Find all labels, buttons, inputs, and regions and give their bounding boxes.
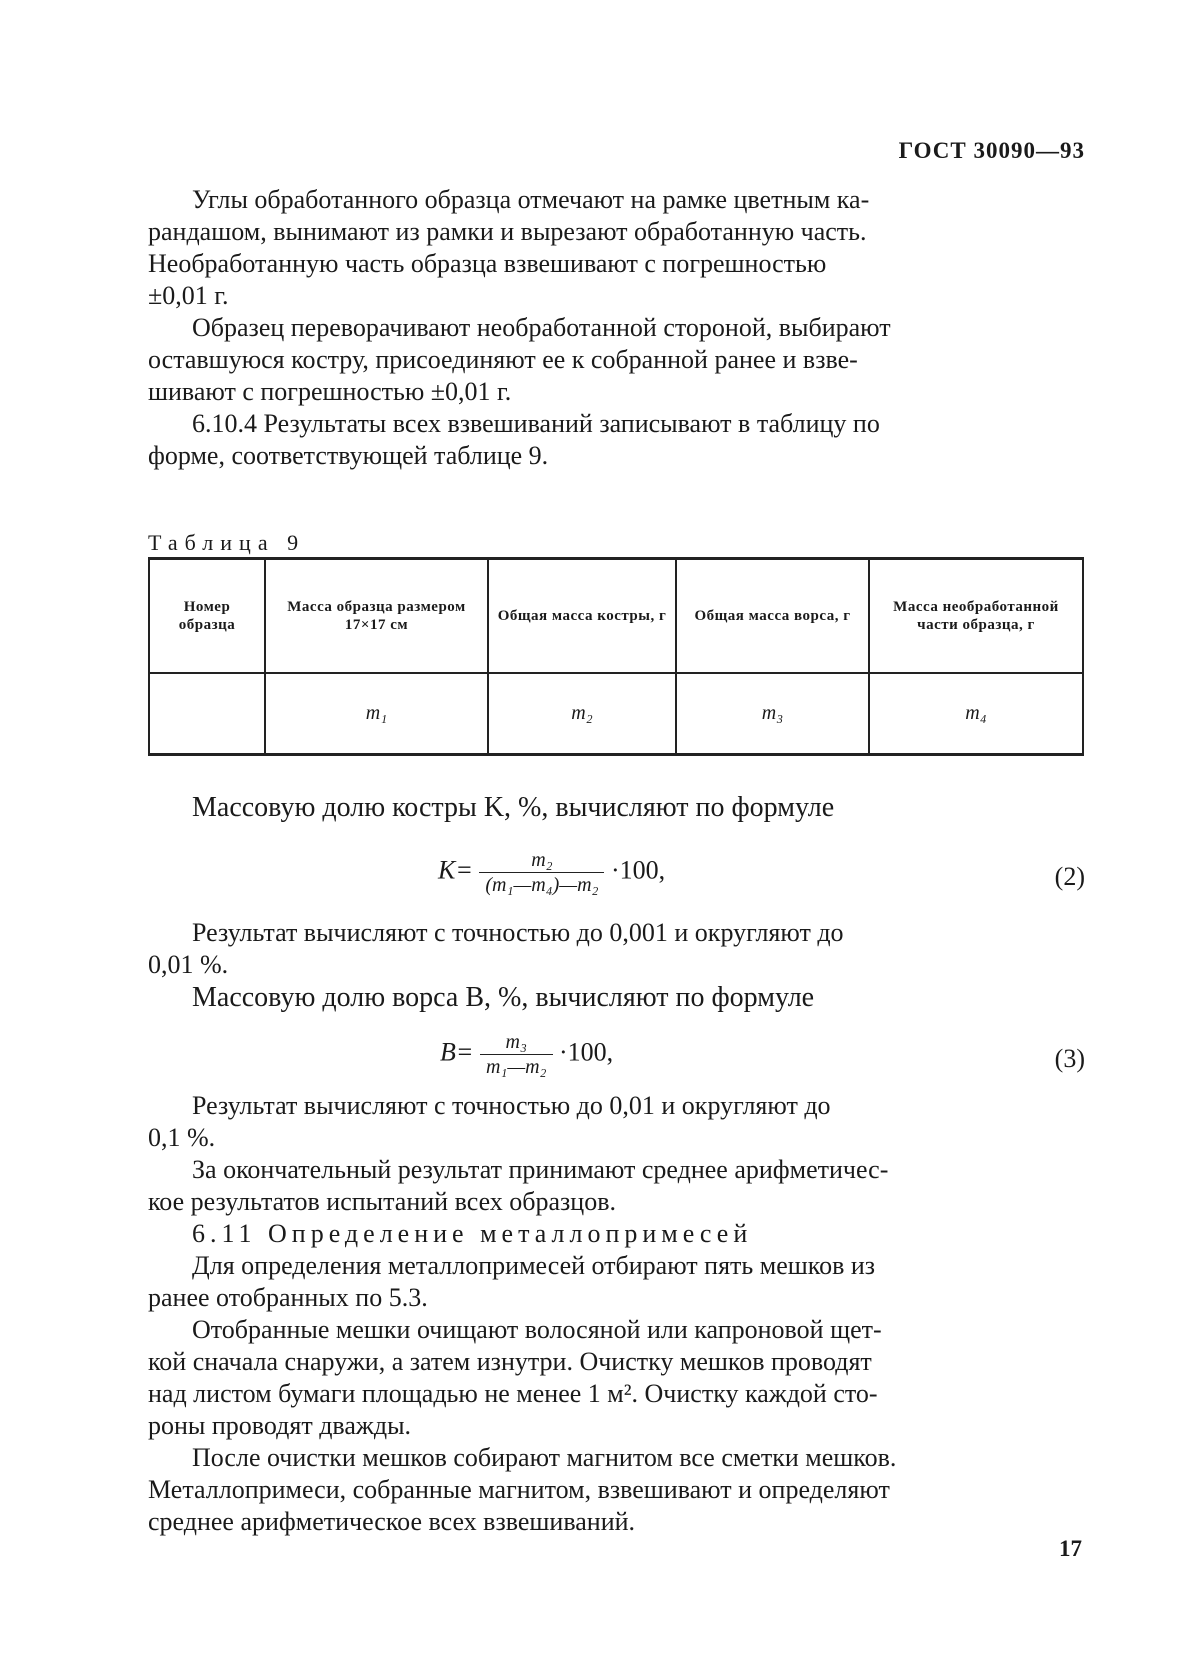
formula-k-lhs: K= [438,855,473,885]
table-row [149,673,1083,755]
para-line: 0,1 %. [148,1123,216,1152]
formula-b-result [148,1090,1084,1154]
formula-b-denominator: m₁—m₂ [485,1056,547,1078]
table-header-cell: Масса образца размером 17×17 см [265,559,488,674]
para-line: шивают с погрешностью ±0,01 г. [148,377,512,406]
table-cell: m₄ [869,673,1083,755]
para-line: ранее отобранных по 5.3. [148,1283,428,1312]
para-line: Углы обработанного образца отмечают на рамке цветным ка- [192,185,870,214]
para-line: кое результатов испытаний всех образцов. [148,1187,616,1216]
formula-k [438,848,665,897]
formula-k-fraction [479,848,604,897]
para-line: 0,01 %. [148,950,229,979]
formula-b-intro: Массовую долю ворса B, %, вычисляют по формуле [192,982,815,1013]
para-line: Результат вычисляют с точностью до 0,01 и округляют до [192,1091,831,1120]
table-header-cell: Общая масса костры, г [488,559,676,674]
formula-b-fraction [480,1030,553,1079]
para-line: форме, соответствующей таблице 9. [148,441,549,470]
formula-b [440,1030,613,1079]
table-caption: Таблица 9 [148,530,306,555]
para-line: Образец переворачивают необработанной стороной, выбирают [192,313,891,342]
document-code: ГОСТ 30090—93 [898,138,1085,163]
para-line: 6.10.4 Результаты всех взвешиваний записывают в таблицу по [192,409,880,438]
table-cell: m₁ [265,673,488,755]
formula-k-numerator: m₂ [479,848,604,873]
para-line: Для определения металлопримесей отбирают пять мешков из [192,1251,876,1280]
table-header-row [149,559,1083,674]
formula-k-intro: Массовую долю костры K, %, вычисляют по формуле [192,792,835,823]
para-line: После очистки мешков собирают магнитом все сметки мешков. [192,1443,897,1472]
bottom-text [148,1154,1084,1538]
formula-b-tail: ·100, [559,1037,614,1067]
table-cell: m₂ [488,673,676,755]
para-line: ±0,01 г. [148,281,229,310]
para-line: кой сначала снаружи, а затем изнутри. Очистку мешков проводят [148,1347,872,1376]
table-cell: m₃ [676,673,869,755]
equation-number-2: (2) [1054,862,1085,891]
table-header-cell: Номер образца [149,559,265,674]
formula-k-intro-wrap [148,792,1084,824]
top-text [148,184,1084,472]
formula-k-tail: ·100, [610,855,666,885]
formula-k-result [148,917,1084,981]
para-line: среднее арифметическое всех взвешиваний. [148,1507,636,1536]
table-cell [149,673,265,755]
formula-b-lhs: B= [440,1037,474,1067]
para-line: Металлопримеси, собранные магнитом, взвешивают и определяют [148,1475,890,1504]
formula-k-denominator: (m₁—m₄)—m₂ [485,874,599,896]
table-header-cell: Общая масса ворса, г [676,559,869,674]
page-number: 17 [1059,1536,1082,1561]
para-line: роны проводят дважды. [148,1411,412,1440]
para-line: над листом бумаги площадью не менее 1 м². Очистку каждой сто- [148,1379,878,1408]
para-line: Необработанную часть образца взвешивают с погрешностью [148,249,827,278]
formula-b-numerator: m₃ [480,1030,553,1055]
para-line: Результат вычисляют с точностью до 0,001 и округляют до [192,918,844,947]
para-line: рандашом, вынимают из рамки и вырезают обработанную часть. [148,217,867,246]
section-title: 6.11 Определение металлопримесей [192,1219,753,1248]
para-line: Отобранные мешки очищают волосяной или капроновой щет- [192,1315,882,1344]
table-9 [148,557,1084,756]
para-line: оставшуюся костру, присоединяют ее к собранной ранее и взве- [148,345,858,374]
equation-number-3: (3) [1054,1044,1085,1073]
para-line: За окончательный результат принимают среднее арифметичес- [192,1155,889,1184]
formula-b-intro-wrap [148,982,1084,1014]
table-header-cell: Масса необработанной части образца, г [869,559,1083,674]
